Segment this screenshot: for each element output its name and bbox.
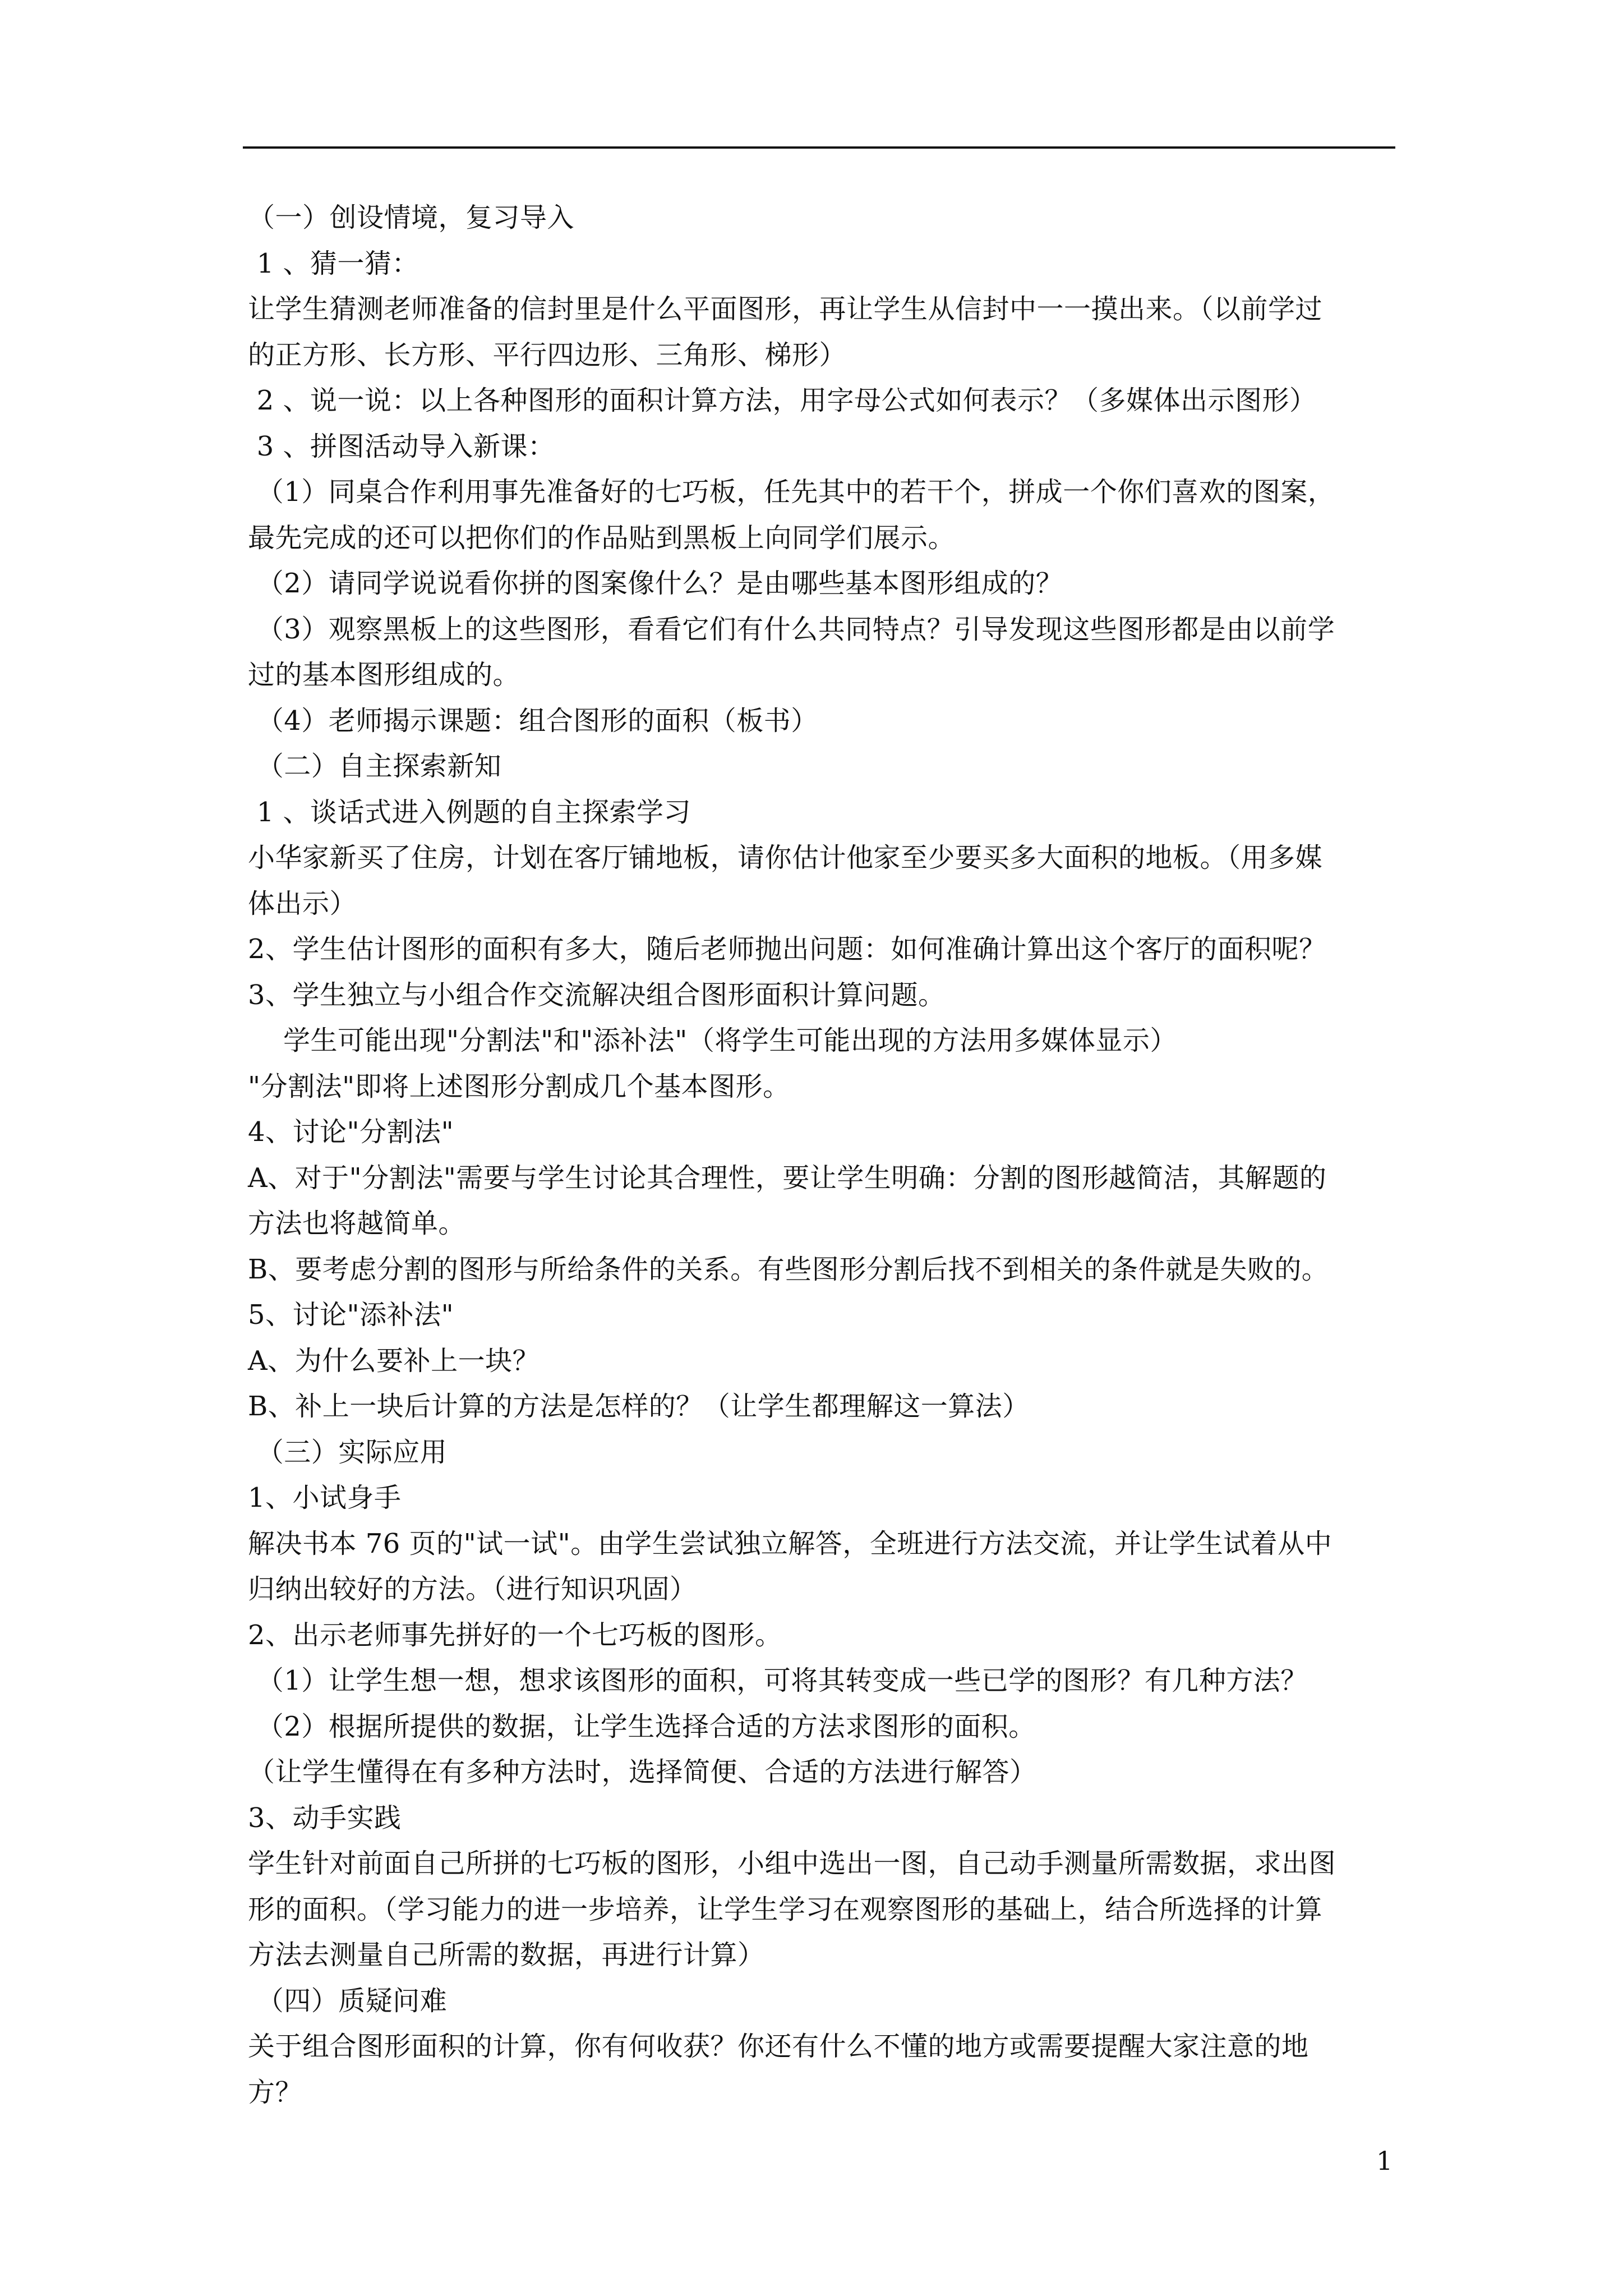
page-number: 1 — [1376, 2146, 1393, 2176]
text-line: （2）根据所提供的数据，让学生选择合适的方法求图形的面积。 — [248, 1710, 1036, 1742]
text-line: （1）让学生想一想，想求该图形的面积，可将其转变成一些已学的图形？有几种方法？ — [248, 1665, 1308, 1696]
text-line: 2、学生估计图形的面积有多大，随后老师抛出问题：如何准确计算出这个客厅的面积呢？ — [248, 933, 1326, 965]
text-line: 关于组合图形面积的计算，你有何收获？你还有什么不懂的地方或需要提醒大家注意的地 — [248, 2031, 1309, 2062]
text-line: 归纳出较好的方法。（进行知识巩固） — [248, 1573, 697, 1605]
text-line: 3 、拼图活动导入新课： — [248, 430, 555, 462]
text-line: （让学生懂得在有多种方法时，选择简便、合适的方法进行解答） — [248, 1756, 1037, 1788]
text-line: 体出示） — [248, 887, 357, 919]
document-body — [248, 195, 1395, 2115]
text-line: B、要考虑分割的图形与所给条件的关系。有些图形分割后找不到相关的条件就是失败的。 — [248, 1253, 1329, 1285]
text-line: 学生针对前面自己所拼的七巧板的图形，小组中选出一图，自己动手测量所需数据，求出图 — [248, 1848, 1336, 1879]
text-line: 方法也将越简单。 — [248, 1208, 466, 1239]
text-line: A、对于"分割法"需要与学生讨论其合理性，要让学生明确：分割的图形越简洁，其解题的 — [248, 1162, 1327, 1194]
text-line: 5、讨论"添补法" — [248, 1299, 454, 1331]
text-line: 的正方形、长方形、平行四边形、三角形、梯形） — [248, 339, 847, 371]
text-line: （四）质疑问难 — [248, 1985, 448, 2017]
text-line: 2、出示老师事先拼好的一个七巧板的图形。 — [248, 1619, 782, 1651]
text-line: 小华家新买了住房，计划在客厅铺地板，请你估计他家至少要买多大面积的地板。（用多媒 — [248, 842, 1323, 873]
text-line: （三）实际应用 — [248, 1436, 448, 1468]
text-line: （1）同桌合作利用事先准备好的七巧板，任先其中的若干个，拼成一个你们喜欢的图案， — [248, 476, 1335, 508]
text-line: 学生可能出现"分割法"和"添补法"（将学生可能出现的方法用多媒体显示） — [248, 1025, 1177, 1056]
text-line: A、为什么要补上一块？ — [248, 1345, 540, 1377]
text-line: （2）请同学说说看你拼的图案像什么？是由哪些基本图形组成的？ — [248, 568, 1063, 599]
header-rule — [243, 146, 1395, 149]
text-line: 方法去测量自己所需的数据，再进行计算） — [248, 1939, 765, 1971]
text-line: 3、学生独立与小组合作交流解决组合图形面积计算问题。 — [248, 979, 946, 1011]
text-line: 1 、猜一猜： — [248, 247, 419, 279]
text-line: 让学生猜测老师准备的信封里是什么平面图形，再让学生从信封中一一摸出来。（以前学过 — [248, 293, 1323, 325]
text-line: B、补上一块后计算的方法是怎样的？（让学生都理解这一算法） — [248, 1391, 1030, 1422]
text-line: 过的基本图形组成的。 — [248, 659, 520, 691]
text-line: 2 、说一说：以上各种图形的面积计算方法，用字母公式如何表示？（多媒体出示图形） — [248, 385, 1317, 416]
text-line: （4）老师揭示课题：组合图形的面积（板书） — [248, 705, 818, 737]
text-line: 4、讨论"分割法" — [248, 1116, 454, 1148]
text-line: 1、小试身手 — [248, 1482, 402, 1513]
text-line: （一）创设情境，复习导入 — [248, 202, 575, 233]
text-line: 形的面积。（学习能力的进一步培养，让学生学习在观察图形的基础上，结合所选择的计算 — [248, 1893, 1323, 1925]
text-line: 方？ — [248, 2076, 303, 2108]
text-line: （二）自主探索新知 — [248, 751, 502, 782]
text-line: "分割法"即将上述图形分割成几个基本图形。 — [248, 1070, 790, 1102]
text-line: 1 、谈话式进入例题的自主探索学习 — [248, 796, 691, 828]
text-line: 3、动手实践 — [248, 1802, 402, 1834]
text-line: 最先完成的还可以把你们的作品贴到黑板上向同学们展示。 — [248, 522, 956, 554]
text-line: 解决书本 76 页的"试一试"。由学生尝试独立解答，全班进行方法交流，并让学生试着从中 — [248, 1527, 1332, 1559]
text-line: （3）观察黑板上的这些图形，看看它们有什么共同特点？引导发现这些图形都是由以前学 — [248, 613, 1335, 645]
